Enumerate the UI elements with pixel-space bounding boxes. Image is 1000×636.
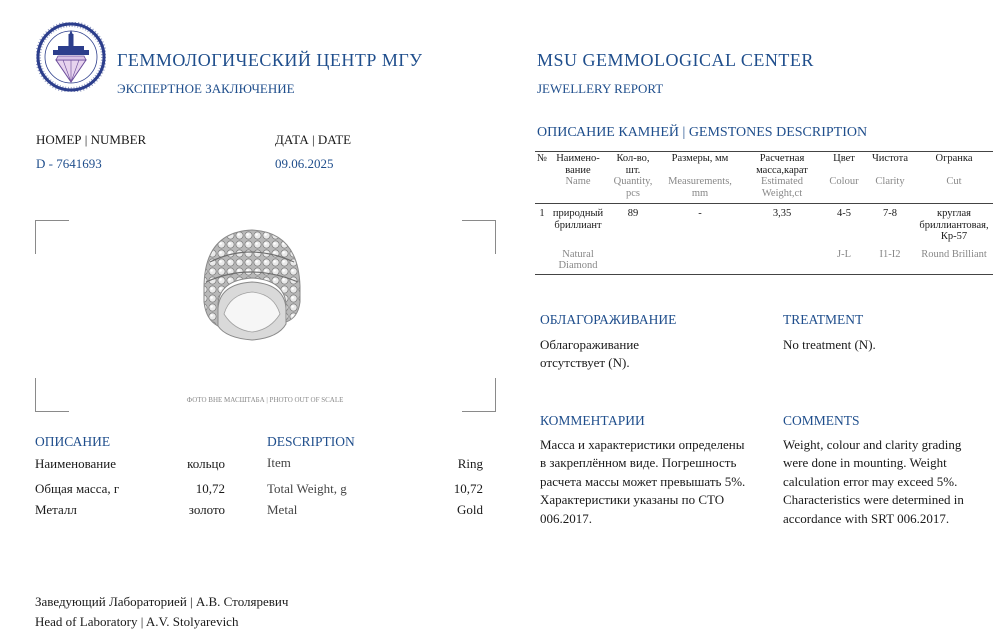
photo-scale-note: ФОТО ВНЕ МАСШТАБА | PHOTO OUT OF SCALE xyxy=(186,396,344,404)
item-value-en: Ring xyxy=(457,456,483,471)
report-subtitle-en: JEWELLERY REPORT xyxy=(537,81,664,96)
ring-photo xyxy=(190,222,310,342)
description-title-ru: ОПИСАНИЕ xyxy=(35,434,111,449)
gem-header-row-en xyxy=(535,176,993,204)
gem-header-cell-en: Name xyxy=(565,176,591,188)
gem-cell: круглая бриллиантовая, Кр-57 xyxy=(919,208,989,243)
gem-header-cell-en: Cut xyxy=(946,176,962,188)
signature-line-en: Head of Laboratory | A.V. Stolyarevich xyxy=(35,614,239,629)
gem-header-cell-en: Estimated Weight,ct xyxy=(761,176,803,199)
gem-header-cell-en: Clarity xyxy=(875,176,905,188)
treatment-title-en: TREATMENT xyxy=(783,312,864,327)
gem-cell: 89 xyxy=(627,208,639,220)
gem-cell: природный бриллиант xyxy=(552,208,604,231)
gem-header-cell: Огранка xyxy=(935,153,973,164)
metal-label-en: Metal xyxy=(267,502,298,517)
gem-header-cell: Размеры, мм xyxy=(671,153,729,164)
gem-header-cell: Цвет xyxy=(833,153,855,164)
gem-cell-en xyxy=(741,243,823,275)
metal-value-ru: золото xyxy=(188,502,225,517)
gem-cell-en: I1-I2 xyxy=(879,248,901,260)
weight-value-ru: 10,72 xyxy=(195,481,225,496)
center-title-en: MSU GEMMOLOGICAL CENTER xyxy=(537,50,814,70)
gem-header-cell: Расчетная масса,карат xyxy=(756,153,808,176)
gem-cell-en: Natural Diamond xyxy=(558,248,598,272)
gem-cell-en xyxy=(535,243,549,275)
number-value: D - 7641693 xyxy=(36,156,102,171)
gem-cell-en: Round Brilliant xyxy=(921,248,987,260)
gemstones-table xyxy=(535,151,993,275)
gem-header-cell: Кол-во, шт. xyxy=(616,153,650,176)
gem-header-cell-en xyxy=(535,176,549,204)
gem-cell: 1 xyxy=(539,208,545,220)
gem-header-cell-en: Quantity, pcs xyxy=(613,176,653,199)
item-label-ru: Наименование xyxy=(35,456,116,471)
gem-cell-en xyxy=(659,243,741,275)
metal-label-ru: Металл xyxy=(35,502,77,517)
weight-label-ru: Общая масса, г xyxy=(35,481,120,496)
item-value-ru: кольцо xyxy=(187,456,225,471)
comments-text-ru: Масса и характеристики определены в закреплённом виде. Погрешность расчета массы может превышать 5%. Характеристики указаны по СТО 006.2017. xyxy=(540,437,746,526)
signature-line-ru: Заведующий Лабораторией | А.В. Столяревич xyxy=(35,594,289,609)
comments-text-en: Weight, colour and clarity grading were done in mounting. Weight calculation error may exceed 5%. Characteristics were determined in accordance with SRT 006.2017. xyxy=(783,437,964,526)
weight-value-en: 10,72 xyxy=(453,481,483,496)
gem-cell-en xyxy=(607,243,659,275)
gem-row-en xyxy=(535,243,993,275)
date-value: 09.06.2025 xyxy=(275,156,334,171)
gem-header-cell: Наимено-вание xyxy=(556,153,600,176)
comments-title-en: COMMENTS xyxy=(783,413,860,428)
weight-label-en: Total Weight, g xyxy=(267,481,347,496)
center-title-ru: ГЕММОЛОГИЧЕСКИЙ ЦЕНТР МГУ xyxy=(117,50,423,70)
msu-logo xyxy=(36,22,106,92)
gem-header-row-ru xyxy=(535,151,993,176)
gem-header-cell: Чистота xyxy=(871,153,909,164)
gem-cell-en: J-L xyxy=(837,248,851,260)
gem-header-cell: № xyxy=(536,153,548,164)
comments-title-ru: КОММЕНТАРИИ xyxy=(540,413,645,428)
report-subtitle-ru: ЭКСПЕРТНОЕ ЗАКЛЮЧЕНИЕ xyxy=(117,81,295,96)
gem-cell: 4-5 xyxy=(837,208,851,220)
treatment-text-en: No treatment (N). xyxy=(783,337,876,352)
gem-cell: - xyxy=(698,208,702,220)
metal-value-en: Gold xyxy=(457,502,483,517)
gem-row xyxy=(535,204,993,243)
date-label: ДАТА | DATE xyxy=(275,132,352,147)
treatment-title-ru: ОБЛАГОРАЖИВАНИЕ xyxy=(540,312,677,327)
gem-header-cell-en: Measurements, mm xyxy=(668,176,732,199)
item-label-en: Item xyxy=(267,455,291,470)
gemstones-title: ОПИСАНИЕ КАМНЕЙ | GEMSTONES DESCRIPTION xyxy=(537,125,868,140)
gem-cell: 3,35 xyxy=(772,208,792,220)
gem-cell: 7-8 xyxy=(883,208,897,220)
gem-header-cell-en: Colour xyxy=(829,176,859,188)
treatment-text-ru: Облагораживание отсутствует (N). xyxy=(540,337,640,371)
description-title-en: DESCRIPTION xyxy=(267,434,355,449)
number-label: НОМЕР | NUMBER xyxy=(36,132,147,147)
